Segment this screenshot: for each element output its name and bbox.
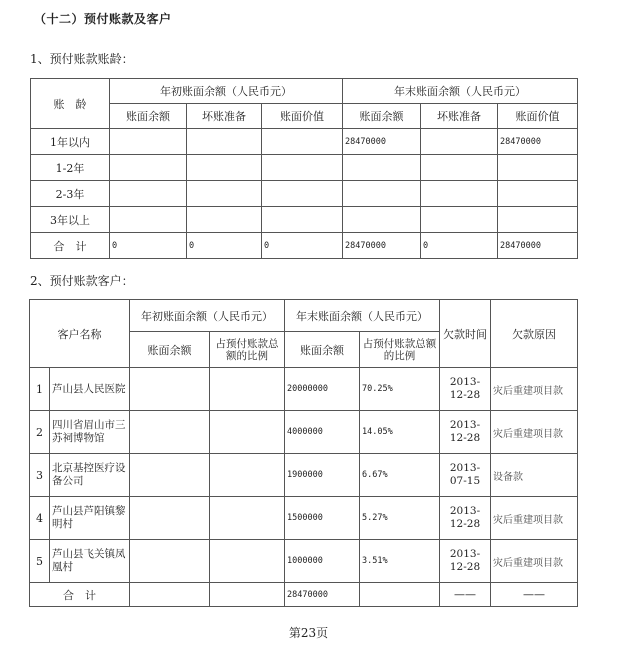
table-row <box>31 129 578 155</box>
close-balance-header: 账面余额 <box>285 332 360 368</box>
cell <box>421 207 498 233</box>
open-bad-debt-header: 坏账准备 <box>187 104 262 129</box>
cell <box>262 155 343 181</box>
opening-balance-header: 年初账面余额（人民币元） <box>110 79 343 104</box>
page-number: 第23页 <box>288 626 329 640</box>
owed-reason: 设备款 <box>491 454 578 497</box>
age-subtitle: 1、预付账款账龄： <box>30 52 134 66</box>
total-label: 合 计 <box>30 583 130 607</box>
customer-name-header: 客户名称 <box>30 300 130 368</box>
age-label: 1年以内 <box>31 129 110 155</box>
cell <box>343 207 421 233</box>
closing-balance-header: 年末账面余额（人民币元） <box>285 300 440 332</box>
close-bad-debt-header: 坏账准备 <box>421 104 498 129</box>
cell: 28470000 <box>343 233 421 259</box>
cell <box>343 155 421 181</box>
row-number: 4 <box>30 497 50 540</box>
cell: 3.51% <box>360 540 440 583</box>
cell <box>262 181 343 207</box>
age-label: 2-3年 <box>31 181 110 207</box>
cell <box>110 181 187 207</box>
cell <box>262 207 343 233</box>
cell <box>130 411 210 454</box>
open-ratio-header: 占预付账款总额的比例 <box>210 332 285 368</box>
customer-name: 芦山县人民医院 <box>50 368 130 411</box>
age-label: 1-2年 <box>31 155 110 181</box>
cell: 5.27% <box>360 497 440 540</box>
owed-time: 2013-12-28 <box>440 540 491 583</box>
cell <box>187 181 262 207</box>
total-label: 合 计 <box>31 233 110 259</box>
table-row <box>30 368 578 411</box>
cell: 1000000 <box>285 540 360 583</box>
row-number: 1 <box>30 368 50 411</box>
closing-balance-header: 年末账面余额（人民币元） <box>343 79 578 104</box>
cell <box>110 129 187 155</box>
owed-time: 2013-12-28 <box>440 368 491 411</box>
cell <box>187 207 262 233</box>
owed-time-header: 欠款时间 <box>440 300 491 368</box>
cell <box>421 129 498 155</box>
age-col-header: 账 龄 <box>31 79 110 129</box>
cell <box>130 497 210 540</box>
table-row <box>30 454 578 497</box>
cell: 0 <box>187 233 262 259</box>
customer-subtitle: 2、预付账款客户： <box>30 274 134 288</box>
cell: 28470000 <box>285 583 360 607</box>
cell: 4000000 <box>285 411 360 454</box>
cell <box>210 368 285 411</box>
table-row <box>30 497 578 540</box>
open-balance-header: 账面余额 <box>130 332 210 368</box>
cell <box>210 540 285 583</box>
cell <box>421 155 498 181</box>
open-balance-header: 账面余额 <box>110 104 187 129</box>
cell: 28470000 <box>343 129 421 155</box>
table-row <box>30 540 578 583</box>
cell: 1500000 <box>285 497 360 540</box>
age-table <box>30 78 578 259</box>
owed-time: 2013-12-28 <box>440 411 491 454</box>
cell <box>110 155 187 181</box>
total-row <box>30 583 578 607</box>
cell: 6.67% <box>360 454 440 497</box>
cell: 28470000 <box>498 129 578 155</box>
cell: 28470000 <box>498 233 578 259</box>
customer-table <box>29 299 578 607</box>
owed-reason: 灾后重建项目款 <box>491 368 578 411</box>
owed-reason: 灾后重建项目款 <box>491 540 578 583</box>
total-row <box>31 233 578 259</box>
table-row <box>31 207 578 233</box>
cell <box>210 583 285 607</box>
cell <box>210 454 285 497</box>
customer-name: 四川省眉山市三苏祠博物馆 <box>50 411 130 454</box>
close-book-value-header: 账面价值 <box>498 104 578 129</box>
customer-name: 芦山县飞关镇凤凰村 <box>50 540 130 583</box>
cell: 14.05% <box>360 411 440 454</box>
owed-reason-header: 欠款原因 <box>491 300 578 368</box>
close-ratio-header: 占预付账款总额的比例 <box>360 332 440 368</box>
owed-reason: 灾后重建项目款 <box>491 411 578 454</box>
cell <box>262 129 343 155</box>
cell <box>421 181 498 207</box>
owed-reason: 灾后重建项目款 <box>491 497 578 540</box>
cell <box>187 155 262 181</box>
cell: —— <box>440 583 491 607</box>
section-title: （十二）预付账款及客户 <box>34 12 172 26</box>
cell <box>110 207 187 233</box>
customer-name: 北京基控医疗设备公司 <box>50 454 130 497</box>
row-number: 2 <box>30 411 50 454</box>
cell <box>360 583 440 607</box>
cell <box>130 454 210 497</box>
age-label: 3年以上 <box>31 207 110 233</box>
cell: 1900000 <box>285 454 360 497</box>
cell <box>498 155 578 181</box>
cell <box>210 497 285 540</box>
cell: 70.25% <box>360 368 440 411</box>
cell: 20000000 <box>285 368 360 411</box>
customer-name: 芦山县芦阳镇黎明村 <box>50 497 130 540</box>
cell <box>130 583 210 607</box>
row-number: 3 <box>30 454 50 497</box>
cell: —— <box>491 583 578 607</box>
row-number: 5 <box>30 540 50 583</box>
cell <box>343 181 421 207</box>
table-row <box>31 155 578 181</box>
cell <box>210 411 285 454</box>
owed-time: 2013-07-15 <box>440 454 491 497</box>
cell <box>130 540 210 583</box>
table-row <box>30 411 578 454</box>
table-row <box>31 181 578 207</box>
open-book-value-header: 账面价值 <box>262 104 343 129</box>
cell: 0 <box>110 233 187 259</box>
opening-balance-header: 年初账面余额（人民币元） <box>130 300 285 332</box>
cell <box>130 368 210 411</box>
cell: 0 <box>262 233 343 259</box>
cell <box>498 207 578 233</box>
cell <box>498 181 578 207</box>
close-balance-header: 账面余额 <box>343 104 421 129</box>
cell: 0 <box>421 233 498 259</box>
cell <box>187 129 262 155</box>
owed-time: 2013-12-28 <box>440 497 491 540</box>
